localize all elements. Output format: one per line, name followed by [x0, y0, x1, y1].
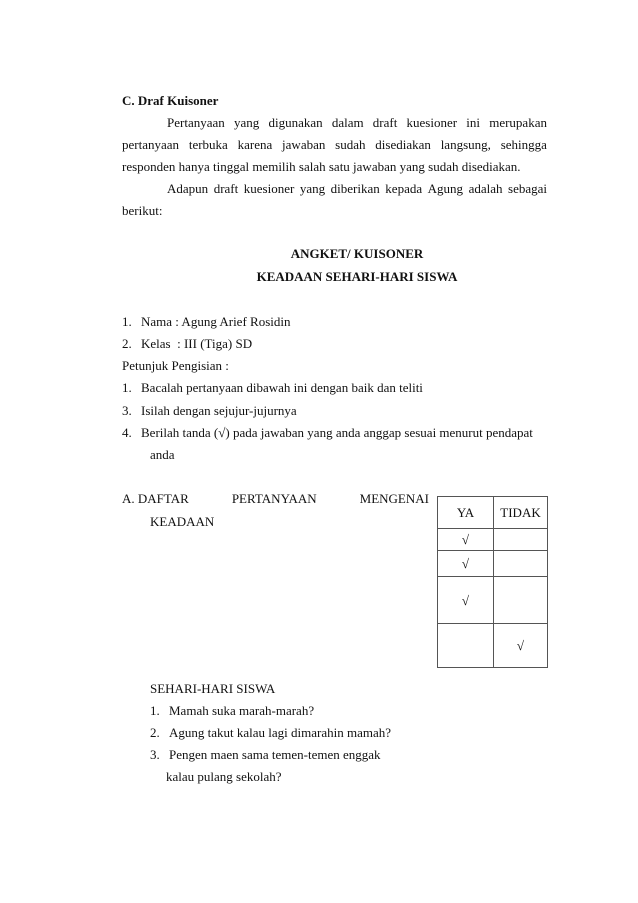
instruction-item [122, 381, 423, 394]
header-tidak: TIDAK [494, 497, 548, 529]
word: sebagai [508, 181, 547, 196]
table-row [438, 577, 548, 624]
list-number: 1. [122, 380, 132, 395]
list-number: 2. [150, 725, 160, 740]
list-number: 3. [150, 747, 160, 762]
word: karena [237, 137, 273, 152]
word: yang [299, 181, 326, 196]
list-number: 1. [150, 703, 160, 718]
section-title: C. Draf Kuisoner [122, 93, 219, 108]
identity-item-name [122, 315, 291, 328]
question-text: Mamah suka marah-marah? [169, 703, 315, 718]
checkbox-cell-ya[interactable]: √ [438, 577, 494, 624]
list-number: 2. [122, 336, 132, 351]
header-ya: YA [438, 497, 494, 529]
identity-text: Kelas : III (Tiga) SD [141, 336, 253, 351]
word: yang [233, 115, 260, 130]
checkbox-cell-ya[interactable]: √ [438, 551, 494, 577]
intro-p1-line1 [167, 116, 547, 129]
instruction-continuation: anda [150, 447, 175, 462]
list-number: 1. [122, 314, 132, 329]
question-continuation: kalau pulang sekolah? [166, 769, 282, 784]
instruction-item [122, 426, 533, 439]
intro-p1-line2 [122, 138, 547, 151]
section-a-continuation: SEHARI-HARI SISWA [150, 681, 276, 696]
checkbox-cell-tidak[interactable] [494, 551, 548, 577]
word: ini [466, 115, 481, 130]
intro-p1-line3: responden hanya tinggal memilih salah satu jawaban yang sudah disediakan. [122, 159, 521, 174]
word: Adapun [167, 181, 209, 196]
word: sudah [335, 137, 366, 152]
checkbox-cell-tidak[interactable]: √ [494, 624, 548, 668]
word: Agung [427, 181, 464, 196]
instructions-title: Petunjuk Pengisian : [122, 358, 229, 373]
section-a-title-line2: KEADAAN [150, 514, 215, 529]
instruction-text: Berilah tanda (√) pada jawaban yang anda anggap sesuai menurut pendapat [141, 425, 533, 440]
table-header-row [438, 497, 548, 529]
word: draft [213, 181, 239, 196]
table-row [438, 529, 548, 551]
questionnaire-heading: ANGKET/ KUISONER [290, 246, 424, 261]
word: adalah [468, 181, 503, 196]
instruction-text: Isilah dengan sejujur-jujurnya [141, 403, 297, 418]
word: kuesioner [243, 181, 295, 196]
word: MENGENAI [359, 491, 429, 506]
list-number: 4. [122, 425, 132, 440]
identity-item-class [122, 337, 252, 350]
word: pertanyaan [122, 137, 180, 152]
word: kuesioner [406, 115, 458, 130]
table-row [438, 551, 548, 577]
word: diberikan [330, 181, 380, 196]
answer-table [437, 496, 548, 668]
word: sehingga [500, 137, 547, 152]
word: PERTANYAAN [231, 491, 317, 506]
checkbox-cell-tidak[interactable] [494, 529, 548, 551]
instruction-text: Bacalah pertanyaan dibawah ini dengan baik dan teliti [141, 380, 423, 395]
word: Pertanyaan [167, 115, 225, 130]
instruction-item [122, 404, 297, 417]
identity-text: Nama : Agung Arief Rosidin [141, 314, 291, 329]
checkbox-cell-ya[interactable]: √ [438, 529, 494, 551]
list-number: 3. [122, 403, 132, 418]
question-item [150, 748, 381, 761]
question-text: Agung takut kalau lagi dimarahin mamah? [169, 725, 392, 740]
word: merupakan [489, 115, 547, 130]
questionnaire-subheading: KEADAAN SEHARI-HARI SISWA [256, 269, 458, 284]
word: langsung, [440, 137, 491, 152]
word: terbuka [188, 137, 228, 152]
word: dalam [331, 115, 364, 130]
word: disediakan [375, 137, 431, 152]
word: draft [372, 115, 398, 130]
table-row [438, 624, 548, 668]
word: jawaban [282, 137, 326, 152]
word: digunakan [268, 115, 323, 130]
question-item [150, 726, 391, 739]
question-item [150, 704, 314, 717]
word: A. DAFTAR [122, 491, 189, 506]
intro-p2-line1 [167, 182, 547, 195]
intro-p2-line2: berikut: [122, 203, 163, 218]
checkbox-cell-tidak[interactable] [494, 577, 548, 624]
section-a-title-line1 [122, 492, 429, 505]
checkbox-cell-ya[interactable] [438, 624, 494, 668]
question-text: Pengen maen sama temen-temen enggak [169, 747, 381, 762]
word: kepada [385, 181, 423, 196]
